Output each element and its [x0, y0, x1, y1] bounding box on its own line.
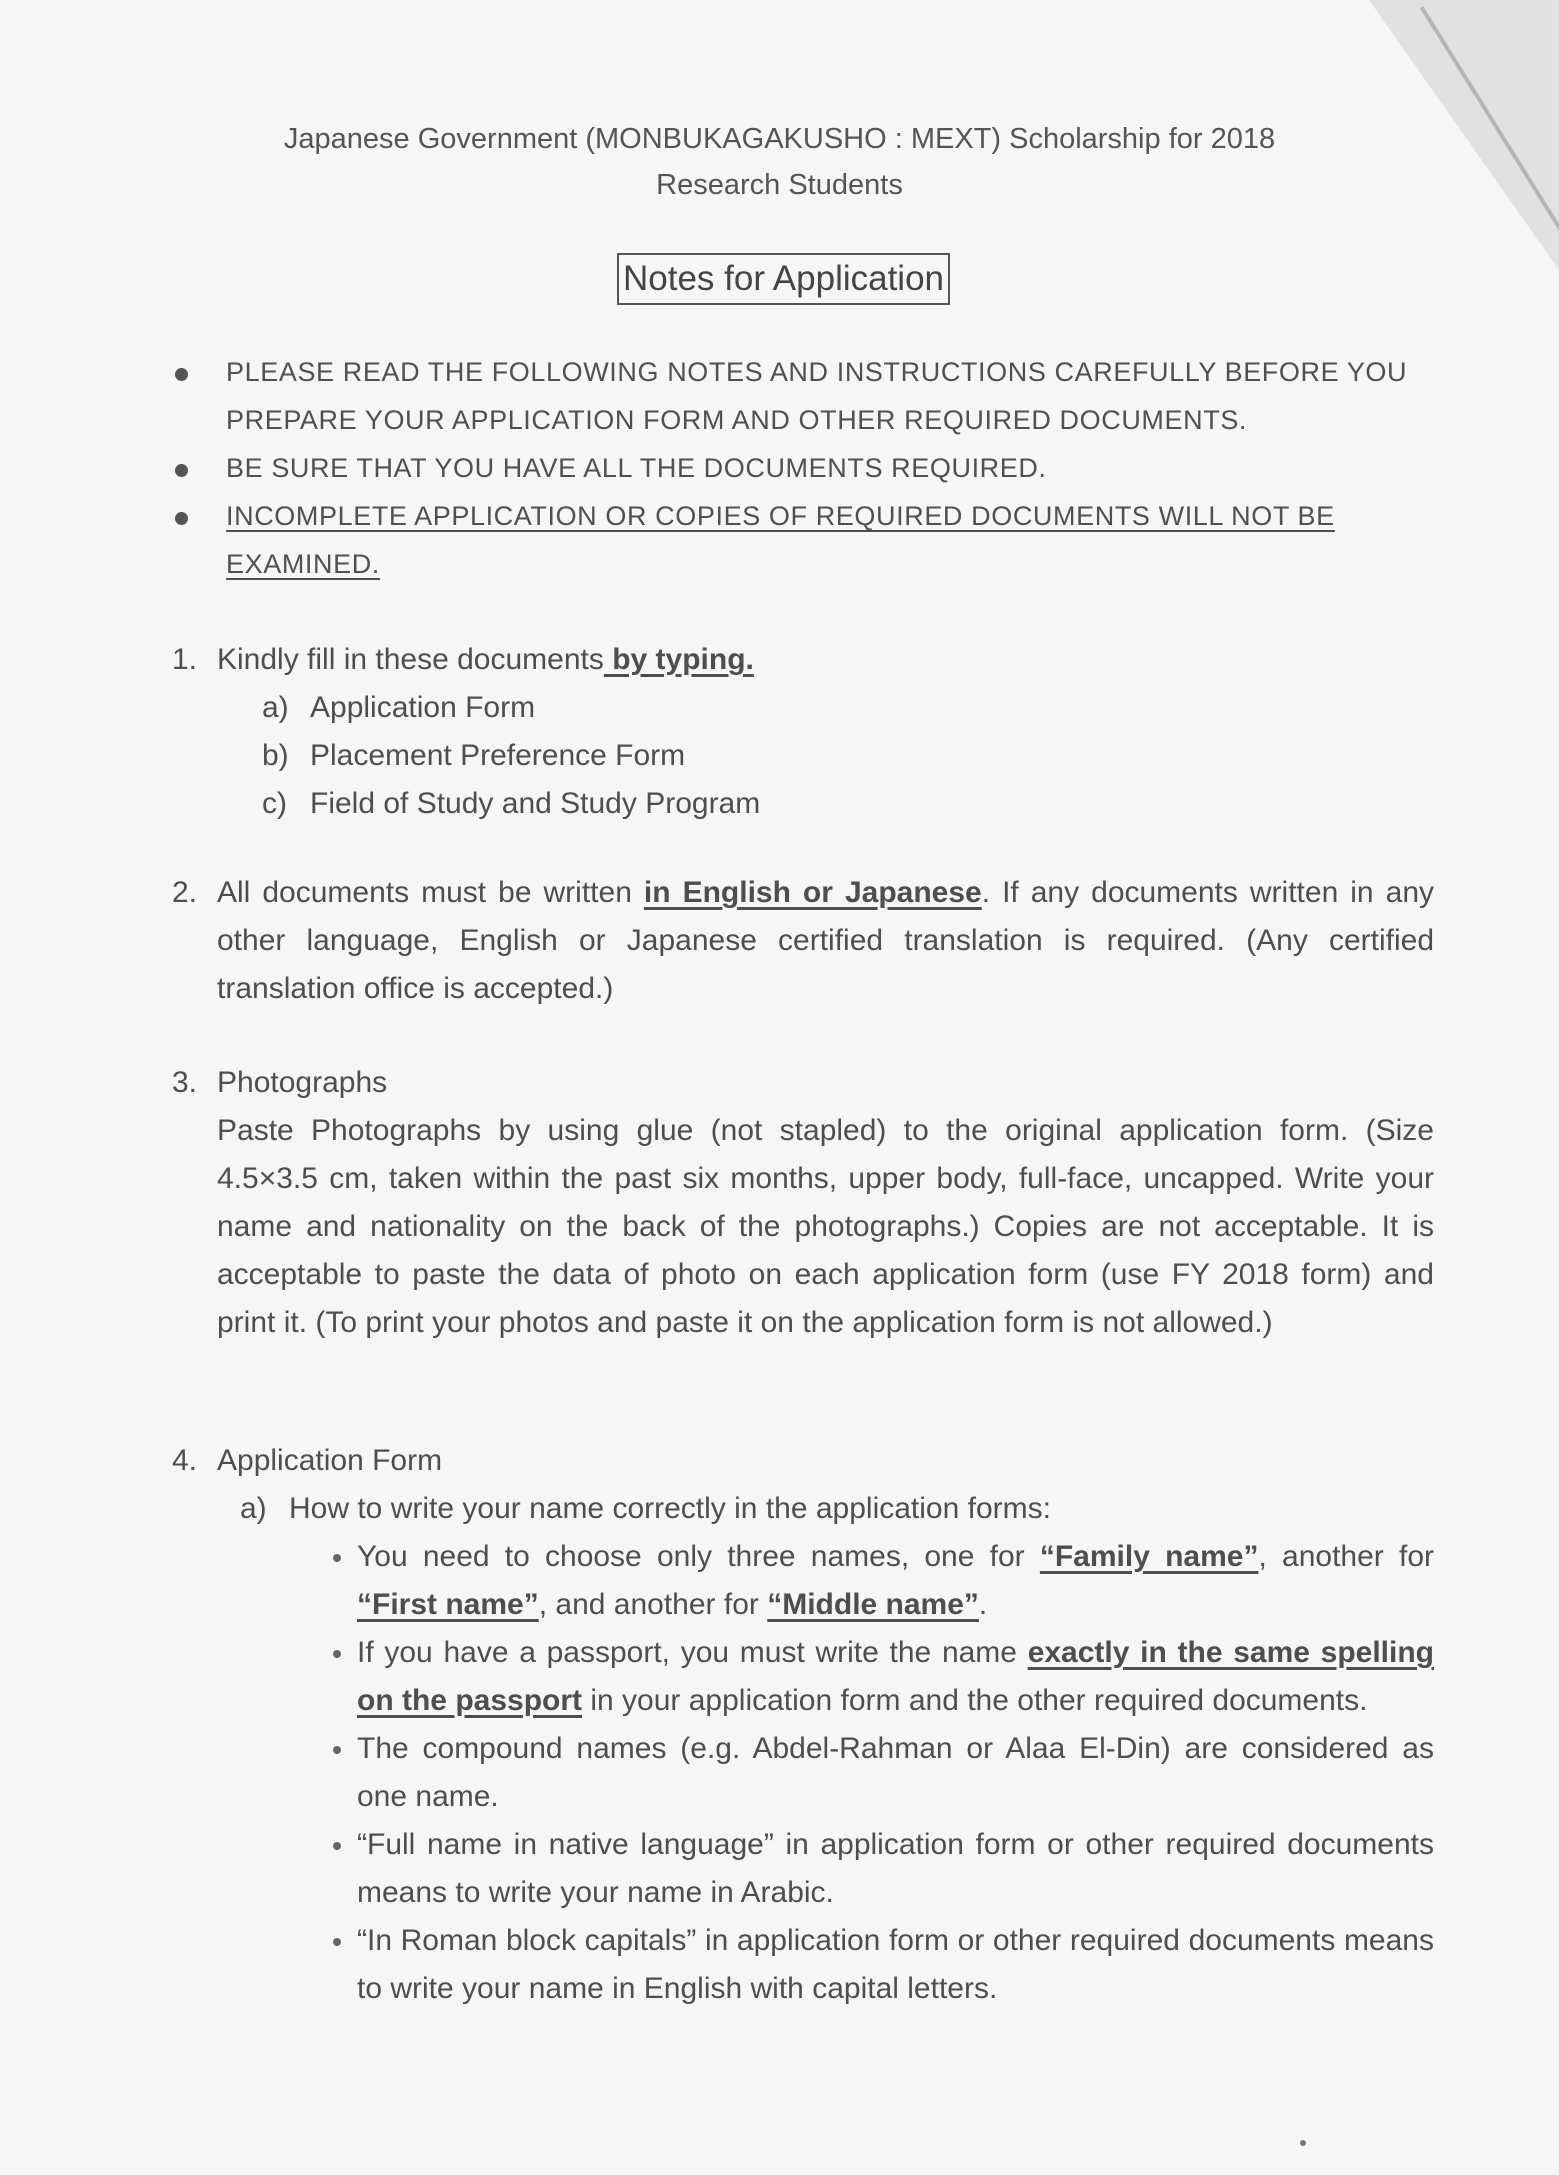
list-item: c) Field of Study and Study Program	[262, 787, 761, 820]
section-1	[172, 636, 1434, 828]
list-item: “In Roman block capitals” in application form or other required documents means to write your name in English with capital letters.	[245, 1917, 1434, 2013]
warning-bullet-2: BE SURE THAT YOU HAVE ALL THE DOCUMENTS REQUIRED.	[175, 444, 1430, 492]
list-item: The compound names (e.g. Abdel-Rahman or Alaa El-Din) are considered as one name.	[245, 1725, 1434, 1821]
list-item: “Full name in native language” in application form or other required documents means to write your name in Arabic.	[245, 1821, 1434, 1917]
section-2	[172, 869, 1434, 1013]
section-4-subheading: a) How to write your name correctly in the application forms:	[240, 1492, 1051, 1525]
section-3-text: Paste Photographs by using glue (not stapled) to the original application form. (Size 4.5×3.5 cm, taken within the past six months, upper body, full-face, uncapped. Write your name and nationality on the back of the photographs.) Copies are not acceptable. It is acceptable to paste the data of photo on each application form (use FY 2018 form) and print it. (To print your photos and paste it on the application form is not allowed.)	[217, 1114, 1434, 1339]
bullet-icon	[175, 368, 188, 381]
list-item: b) Placement Preference Form	[262, 739, 686, 772]
bullet-icon	[175, 512, 188, 525]
section-3-heading: Photographs	[217, 1066, 388, 1099]
section-4-heading: Application Form	[217, 1444, 443, 1477]
list-item: If you have a passport, you must write the name exactly in the same spelling on the passport in your application form and the other required documents.	[245, 1629, 1434, 1725]
bullet-icon	[333, 1746, 341, 1754]
section-4	[172, 1437, 1434, 2013]
bullet-icon	[333, 1554, 341, 1562]
title-line-2: Research Students	[656, 169, 903, 201]
list-item: You need to choose only three names, one for “Family name”, another for “First name”, and another for “Middle name”.	[245, 1533, 1434, 1629]
bullet-icon	[175, 464, 188, 477]
notes-heading-box: Notes for Application	[617, 253, 950, 305]
section-number: 4.	[172, 1444, 198, 1477]
section-2-text: All documents must be written in English or Japanese. If any documents written in any other language, English or Japanese certified translation is required. (Any certified translation office is accepted.)	[217, 876, 1435, 1005]
section-1-list	[172, 684, 1434, 828]
bullet-icon	[333, 1842, 341, 1850]
scan-speck	[1300, 2140, 1306, 2146]
document-title	[0, 116, 1559, 208]
list-item: a) Application Form	[262, 691, 536, 724]
section-number: 1.	[172, 643, 198, 676]
section-3	[172, 1059, 1434, 1347]
name-rules-list	[172, 1533, 1434, 2013]
section-1-text: Kindly fill in these documents by typing.	[217, 643, 754, 676]
section-number: 2.	[172, 876, 198, 909]
title-line-1: Japanese Government (MONBUKAGAKUSHO : MEXT) Scholarship for 2018	[283, 123, 1276, 155]
bullet-icon	[333, 1938, 341, 1946]
bullet-icon	[333, 1650, 341, 1658]
warning-bullet-list	[175, 348, 1430, 588]
warning-bullet-3: INCOMPLETE APPLICATION OR COPIES OF REQUIRED DOCUMENTS WILL NOT BE EXAMINED.	[175, 492, 1430, 588]
section-number: 3.	[172, 1066, 198, 1099]
warning-bullet-1: PLEASE READ THE FOLLOWING NOTES AND INSTRUCTIONS CAREFULLY BEFORE YOU PREPARE YOUR APPLICATION FORM AND OTHER REQUIRED DOCUMENTS.	[175, 348, 1430, 444]
